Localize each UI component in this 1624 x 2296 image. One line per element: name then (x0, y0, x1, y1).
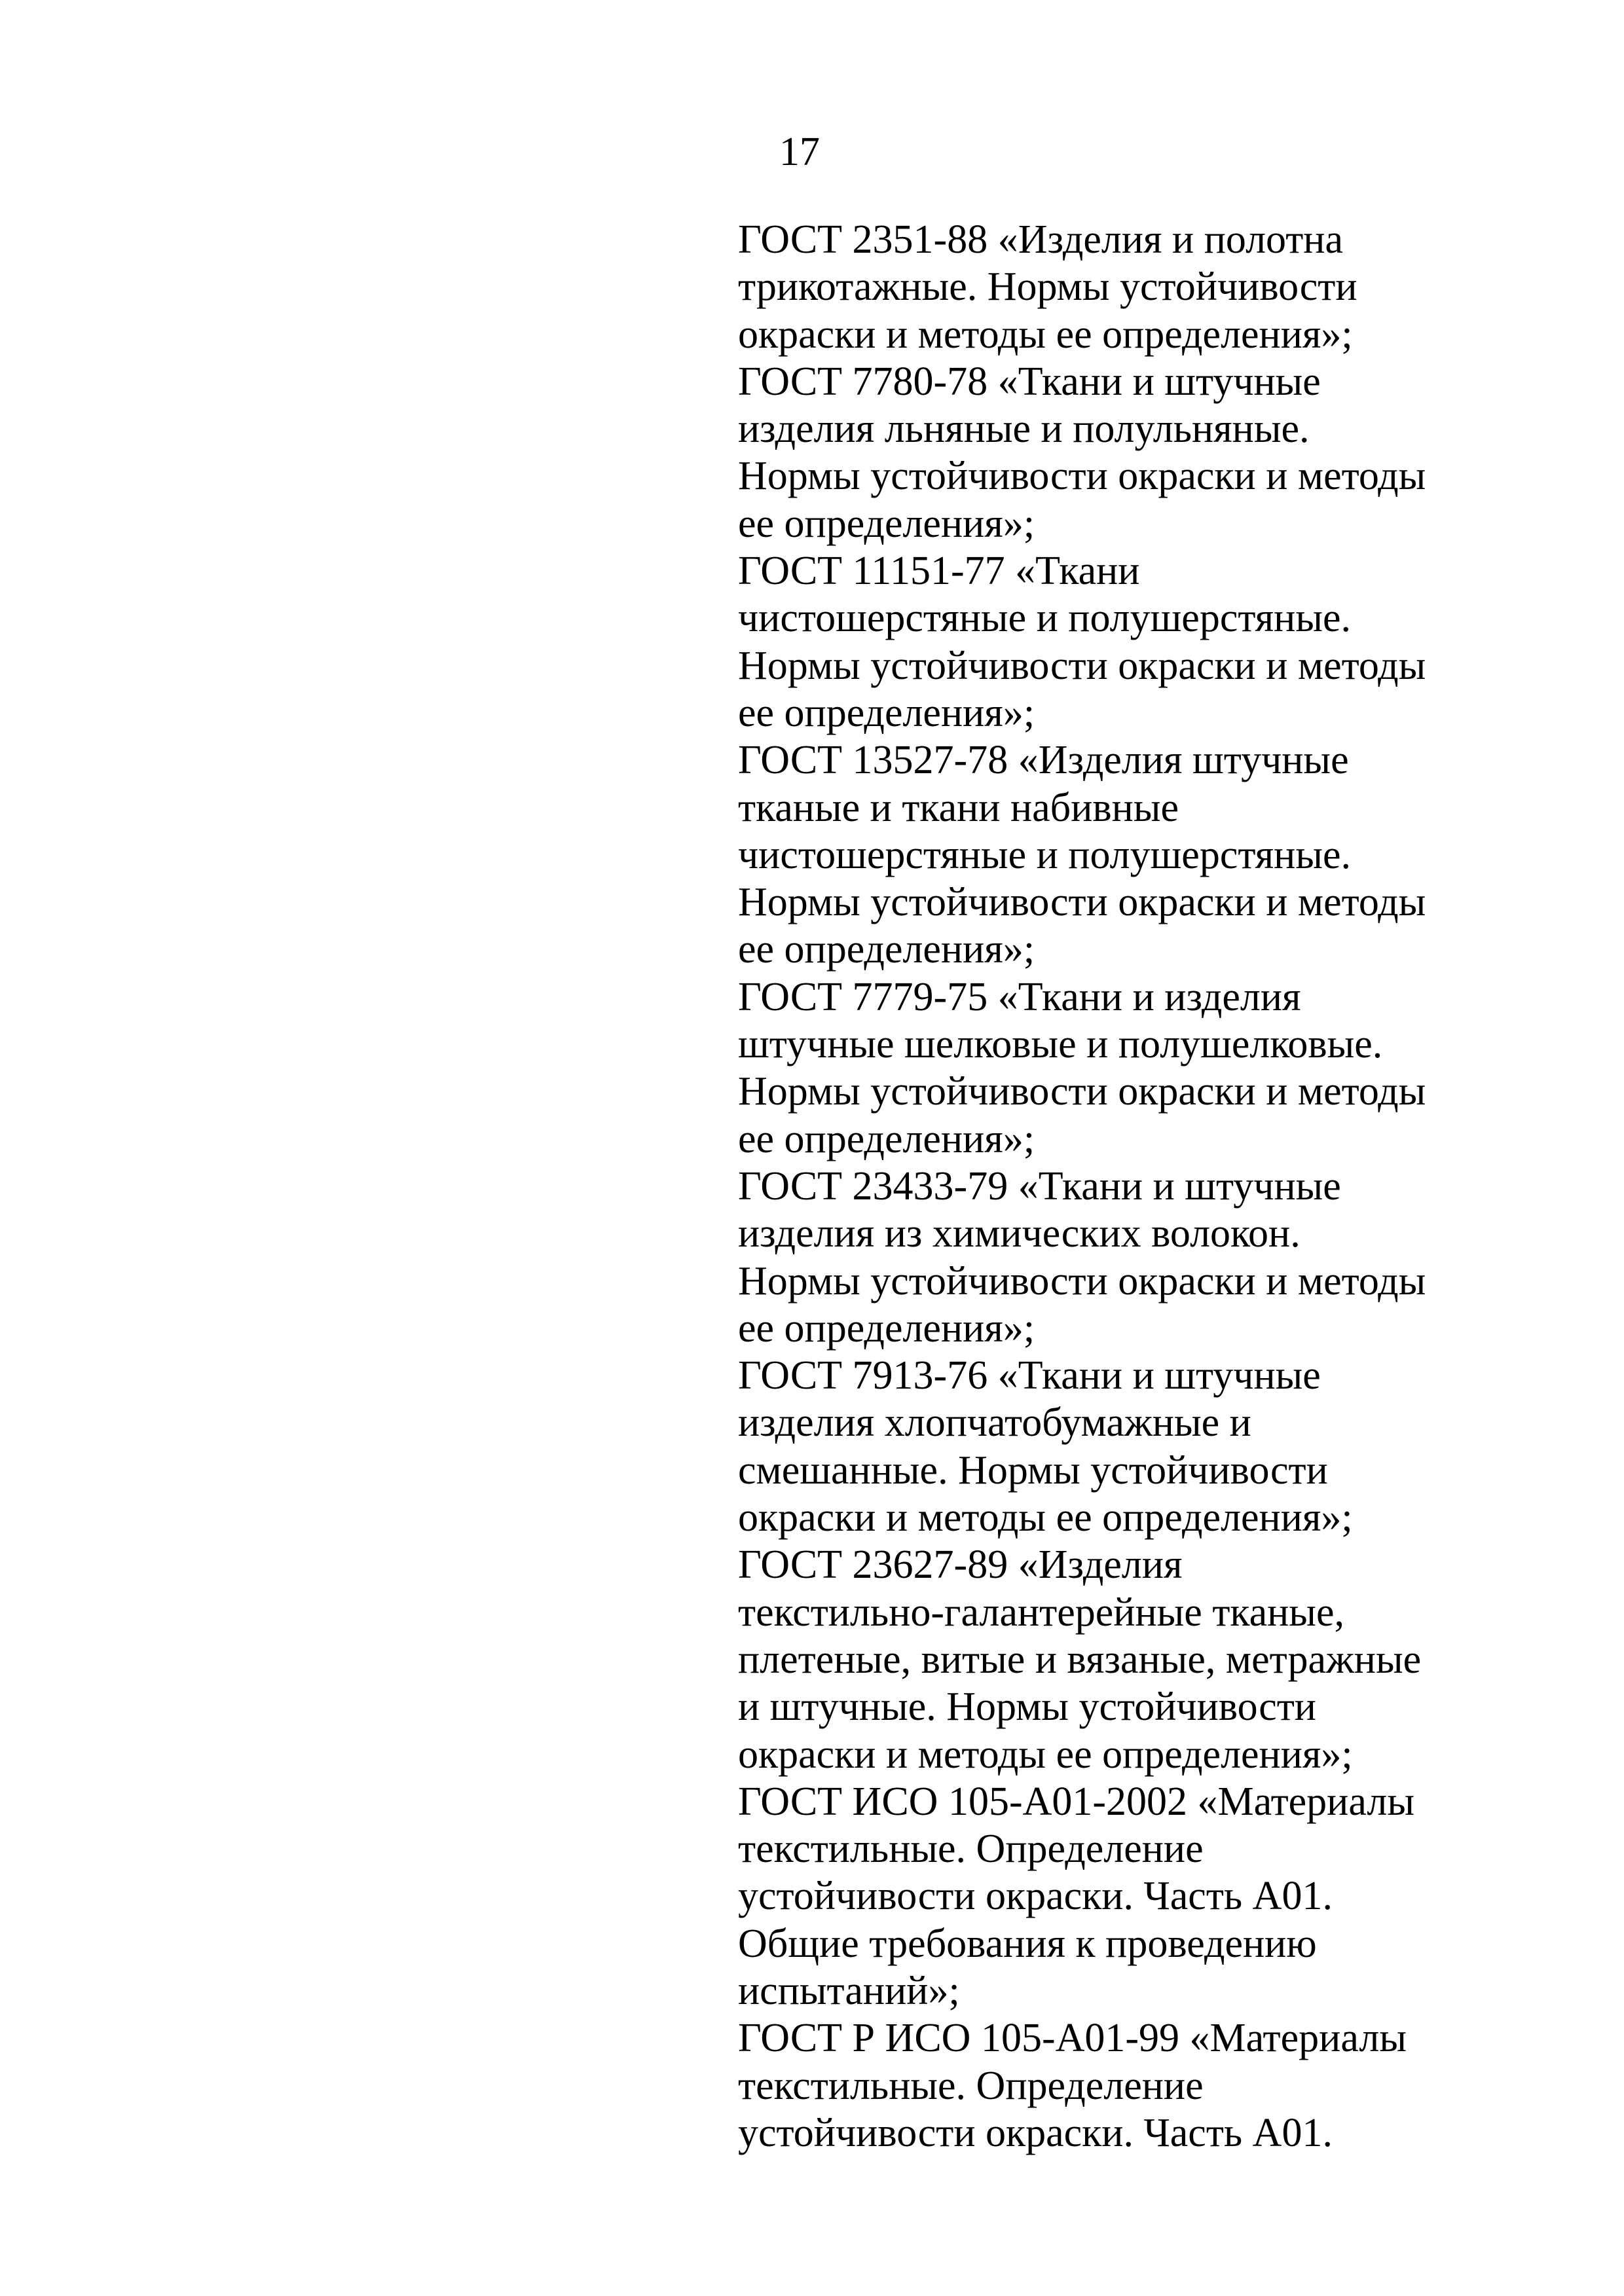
text-line: Нормы устойчивости окраски и методы (738, 454, 1426, 499)
text-line: чистошерстяные и полушерстяные. (738, 832, 1351, 877)
text-line: ГОСТ 23433-79 «Ткани и штучные (738, 1163, 1341, 1209)
page-number: 17 (779, 130, 820, 174)
text-line: текстильно-галантерейные тканые, (738, 1590, 1344, 1635)
text-line: плетеные, витые и вязаные, метражные (738, 1637, 1422, 1682)
text-line: текстильные. Определение (738, 2063, 1204, 2108)
text-line: ее определения»; (738, 927, 1035, 972)
standards-list-text (738, 216, 1524, 2157)
text-line: устойчивости окраски. Часть А01. (738, 1874, 1333, 1919)
text-line: трикотажные. Нормы устойчивости (738, 264, 1357, 310)
text-line: Нормы устойчивости окраски и методы (738, 643, 1426, 688)
text-line: Нормы устойчивости окраски и методы (738, 880, 1426, 925)
text-line: окраски и методы ее определения»; (738, 1495, 1353, 1540)
text-line: ГОСТ 11151-77 «Ткани (738, 549, 1140, 594)
text-line: изделия из химических волокон. (738, 1211, 1301, 1256)
text-line: тканые и ткани набивные (738, 785, 1179, 830)
text-line: окраски и методы ее определения»; (738, 312, 1353, 357)
text-line: изделия хлопчатобумажные и (738, 1400, 1251, 1446)
text-line: ее определения»; (738, 501, 1035, 546)
text-line: текстильные. Определение (738, 1827, 1204, 1872)
text-line: испытаний»; (738, 1968, 960, 2013)
text-line: изделия льняные и полульняные. (738, 407, 1310, 452)
text-line: окраски и методы ее определения»; (738, 1732, 1353, 1777)
text-line: Нормы устойчивости окраски и методы (738, 1069, 1426, 1114)
text-line: ГОСТ 7779-75 «Ткани и изделия (738, 974, 1301, 1019)
text-line: Нормы устойчивости окраски и методы (738, 1258, 1426, 1303)
text-line: ГОСТ Р ИСО 105-А01-99 «Материалы (738, 2016, 1407, 2061)
text-line: ее определения»; (738, 1116, 1035, 1161)
text-line: ГОСТ 7913-76 «Ткани и штучные (738, 1353, 1321, 1398)
text-line: ГОСТ 13527-78 «Изделия штучные (738, 738, 1349, 783)
text-line: ГОСТ 7780-78 «Ткани и штучные (738, 359, 1321, 404)
text-line: смешанные. Нормы устойчивости (738, 1448, 1328, 1493)
text-line: штучные шелковые и полушелковые. (738, 1022, 1383, 1067)
text-line: ГОСТ ИСО 105-А01-2002 «Материалы (738, 1779, 1415, 1824)
text-line: устойчивости окраски. Часть А01. (738, 2110, 1333, 2155)
text-line: Общие требования к проведению (738, 1921, 1317, 1966)
text-line: ее определения»; (738, 1305, 1035, 1351)
text-line: чистошерстяные и полушерстяные. (738, 596, 1351, 641)
text-line: и штучные. Нормы устойчивости (738, 1685, 1316, 1730)
text-line: ее определения»; (738, 690, 1035, 735)
text-line: ГОСТ 23627-89 «Изделия (738, 1542, 1183, 1588)
text-line: ГОСТ 2351-88 «Изделия и полотна (738, 217, 1344, 262)
